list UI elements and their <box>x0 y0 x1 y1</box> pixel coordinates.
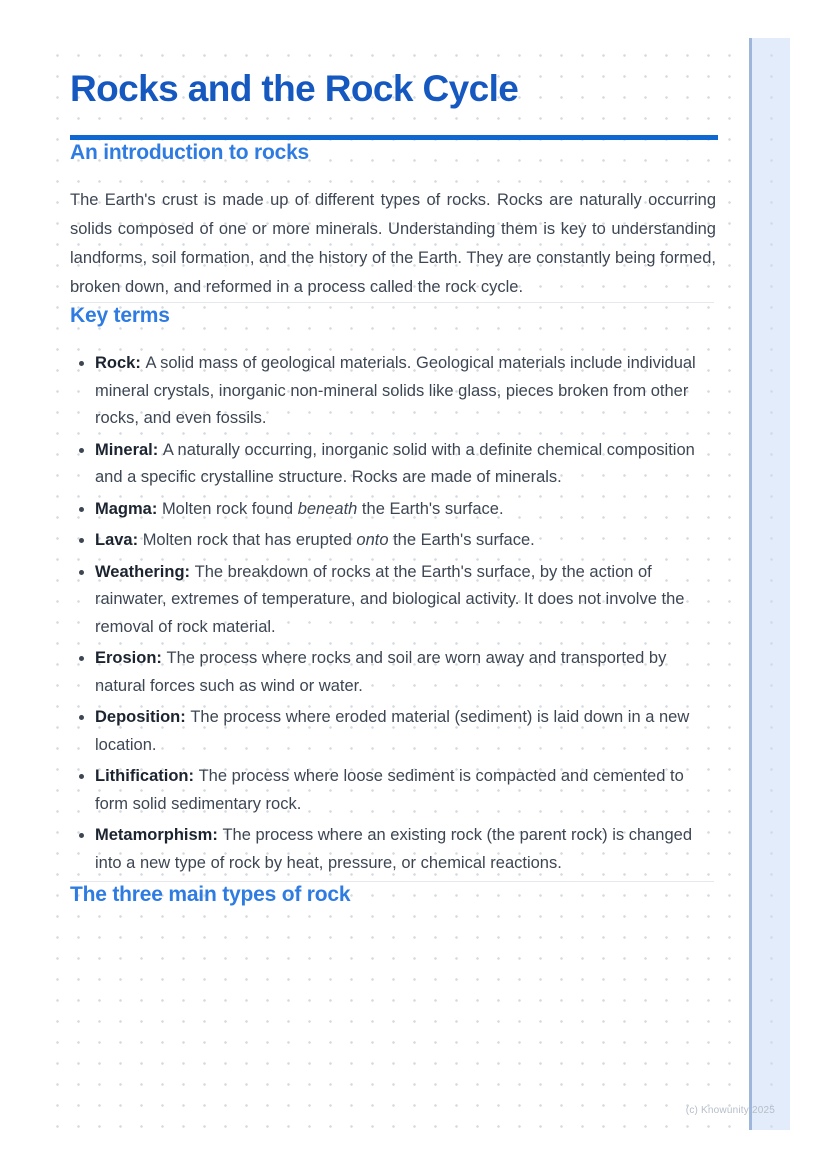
key-term-label: Magma: <box>95 499 162 518</box>
definition-italic-segment: beneath <box>297 499 358 518</box>
key-term-item <box>95 350 716 433</box>
key-term-label: Deposition: <box>95 708 191 726</box>
definition-segment: A naturally occurring, inorganic solid with a definite chemical composition and a specific crystalline structure. Rocks are made of minerals. <box>95 440 695 486</box>
binding-stripe <box>749 38 790 1130</box>
key-term-item <box>95 437 716 492</box>
definition-segment: The breakdown of rocks at the Earth's surface, by the action of rainwater, extremes of temperature, and biological activity. It does not involve the removal of rock material. <box>95 562 685 636</box>
definition-segment: Molten rock that has erupted <box>142 531 357 549</box>
key-term-label: Metamorphism: <box>95 826 223 844</box>
key-term-item <box>95 704 716 759</box>
key-term-item <box>95 822 716 877</box>
key-term-item <box>95 527 716 555</box>
definition-segment: The process where rocks and soil are worn away and transported by natural forces such as wind or water. <box>95 649 667 695</box>
key-term-item <box>95 763 716 818</box>
introduction-paragraph: The Earth's crust is made up of different types of rocks. Rocks are naturally occurring solids composed of one or more minerals. Understanding them is key to understanding landforms, soil formation, and the history of the Earth. They are constantly being formed, broken down, and reformed in a process called the rock cycle. <box>70 191 716 296</box>
key-term-label: Weathering: <box>95 562 195 581</box>
section-heading-introduction: An introduction to rocks <box>70 141 310 164</box>
definition-italic-segment: onto <box>356 531 389 549</box>
key-term-label: Lithification: <box>95 767 199 785</box>
definition-segment: The process where an existing rock (the parent rock) is changed into a new type of rock by heat, pressure, or chemical reactions. <box>95 826 693 872</box>
page-content <box>70 68 718 907</box>
key-term-item <box>95 645 716 700</box>
key-term-item <box>95 496 716 524</box>
definition-segment: the Earth's surface. <box>388 531 535 549</box>
key-term-label: Mineral: <box>95 440 163 459</box>
document-page <box>42 38 790 1130</box>
section-heading-key-terms: Key terms <box>70 304 170 327</box>
definition-segment: Molten rock found <box>161 499 298 518</box>
definition-segment: The process where eroded material (sediment) is laid down in a new location. <box>95 708 690 754</box>
definition-segment: A solid mass of geological materials. Geological materials include individual mineral crystals, inorganic non-mineral solids like glass, pieces broken from other rocks, and even fossils. <box>95 354 696 427</box>
definition-segment: The process where loose sediment is compacted and cemented to form solid sedimentary rock. <box>95 767 684 813</box>
section-heading-rock-types: The three main types of rock <box>70 883 351 906</box>
key-term-item <box>95 559 716 642</box>
definition-segment: the Earth's surface. <box>357 499 504 518</box>
copyright-watermark: (c) Knowunity 2025 <box>685 1105 775 1116</box>
key-terms-list <box>70 350 716 877</box>
key-term-label: Erosion: <box>95 649 167 667</box>
key-term-label: Lava: <box>95 531 143 549</box>
key-term-label: Rock: <box>95 354 146 372</box>
page-title: Rocks and the Rock Cycle <box>70 68 519 109</box>
